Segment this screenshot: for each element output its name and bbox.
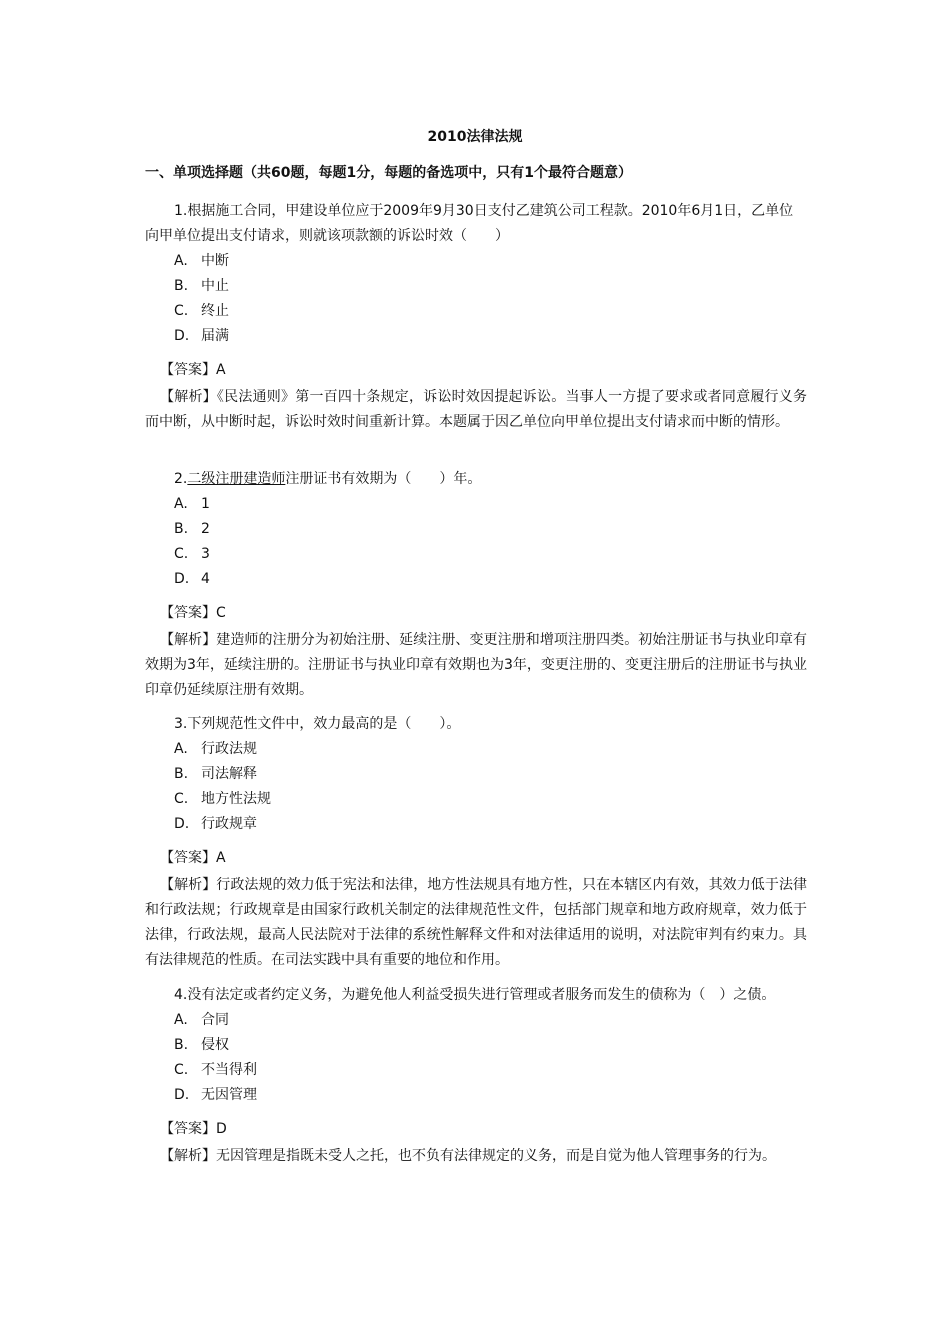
analysis — [145, 628, 807, 703]
option-text: 届满 — [201, 328, 229, 344]
analysis — [145, 1144, 807, 1169]
option-list — [145, 492, 807, 592]
option-letter: B. — [174, 521, 189, 537]
option-a — [145, 249, 807, 274]
option-text: 行政规章 — [201, 816, 257, 832]
question-3 — [145, 712, 807, 973]
option-text: 4 — [201, 571, 210, 587]
answer: 【答案】A — [160, 850, 226, 866]
question-stem-text: 注册证书有效期为（ ）年。 — [285, 471, 482, 487]
option-list — [145, 249, 807, 349]
option-letter: C. — [174, 303, 189, 319]
analysis-label: 【解析】 — [160, 877, 217, 893]
analysis-text: 行政法规的效力低于宪法和法律，地方性法规具有地方性，只在本辖区内有效，其效力低于法律和行政法规；行政规章是由国家行政机关制定的法律规范性文件，包括部门规章和地方政府规章，效力低于法律，行政法规，最高人民法院对于法律的系统性解释文件和对法律适用的说明，对法院审判有约束力。具有法律规范的性质。在司法实践中具有重要的地位和作用。 — [145, 877, 808, 968]
option-text: 侵权 — [201, 1037, 229, 1053]
option-text: 地方性法规 — [201, 791, 271, 807]
option-b — [145, 1033, 807, 1058]
option-letter: D. — [174, 328, 190, 344]
option-letter: A. — [174, 1012, 188, 1028]
option-text: 无因管理 — [201, 1087, 257, 1103]
analysis-text: 《民法通则》第一百四十条规定，诉讼时效因提起诉讼。当事人一方提了要求或者同意履行义务而中断，从中断时起，诉讼时效时间重新计算。本题属于因乙单位向甲单位提出支付请求而中断的情形。 — [145, 389, 807, 430]
option-letter: C. — [174, 1062, 189, 1078]
option-d — [145, 812, 807, 837]
analysis — [145, 385, 807, 435]
question-stem — [145, 467, 807, 492]
option-d — [145, 567, 807, 592]
option-d — [145, 324, 807, 349]
option-list — [145, 1008, 807, 1108]
underlined-term[interactable]: 二级注册建造师 — [187, 471, 286, 487]
option-text: 司法解释 — [201, 766, 257, 782]
option-text: 中止 — [201, 278, 229, 294]
analysis-text: 无因管理是指既未受人之托，也不负有法律规定的义务，而是自觉为他人管理事务的行为。 — [216, 1148, 776, 1164]
option-letter: C. — [174, 791, 189, 807]
option-c — [145, 787, 807, 812]
option-text: 行政法规 — [201, 741, 257, 757]
question-stem: 4.没有法定或者约定义务，为避免他人利益受损失进行管理或者服务而发生的债称为（ ）之债。 — [174, 987, 776, 1003]
answer: 【答案】D — [160, 1121, 227, 1137]
option-letter: A. — [174, 496, 188, 512]
analysis-label: 【解析】 — [160, 1148, 216, 1164]
answer: 【答案】A — [160, 362, 226, 378]
analysis-label: 【解析】 — [160, 632, 217, 648]
option-letter: D. — [174, 1087, 190, 1103]
question-4 — [145, 983, 807, 1169]
option-c — [145, 1058, 807, 1083]
analysis — [145, 873, 807, 973]
option-text: 合同 — [201, 1012, 229, 1028]
option-b — [145, 274, 807, 299]
document-title: 2010法律法规 — [427, 129, 523, 145]
option-letter: D. — [174, 571, 190, 587]
question-stem: 3.下列规范性文件中，效力最高的是（ ）。 — [174, 716, 461, 732]
option-text: 3 — [201, 546, 210, 562]
question-stem: 1.根据施工合同，甲建设单位应于2009年9月30日支付乙建筑公司工程款。2010年6月1日，乙单位向甲单位提出支付请求，则就该项款额的诉讼时效（ ） — [145, 203, 794, 244]
option-text: 终止 — [201, 303, 229, 319]
option-text: 2 — [201, 521, 210, 537]
option-text: 不当得利 — [201, 1062, 257, 1078]
option-a — [145, 492, 807, 517]
option-letter: A. — [174, 741, 188, 757]
option-c — [145, 542, 807, 567]
analysis-text: 建造师的注册分为初始注册、延续注册、变更注册和增项注册四类。初始注册证书与执业印章有效期为3年，延续注册的。注册证书与执业印章有效期也为3年，变更注册的、变更注册后的注册证书与执业印章仍延续原注册有效期。 — [145, 632, 808, 698]
option-c — [145, 299, 807, 324]
option-letter: B. — [174, 1037, 189, 1053]
option-text: 中断 — [201, 253, 229, 269]
option-letter: D. — [174, 816, 190, 832]
option-b — [145, 762, 807, 787]
option-letter: B. — [174, 766, 189, 782]
option-a — [145, 737, 807, 762]
option-letter: C. — [174, 546, 189, 562]
option-text: 1 — [201, 496, 210, 512]
question-1 — [145, 199, 807, 435]
analysis-label: 【解析】 — [160, 389, 217, 405]
option-a — [145, 1008, 807, 1033]
option-list — [145, 737, 807, 837]
option-d — [145, 1083, 807, 1108]
answer: 【答案】C — [160, 605, 226, 621]
question-2 — [145, 467, 807, 703]
section-heading: 一、单项选择题（共60题，每题1分，每题的备选项中，只有1个最符合题意） — [145, 165, 632, 181]
option-letter: A. — [174, 253, 188, 269]
question-number: 2. — [174, 471, 188, 487]
option-b — [145, 517, 807, 542]
option-letter: B. — [174, 278, 189, 294]
